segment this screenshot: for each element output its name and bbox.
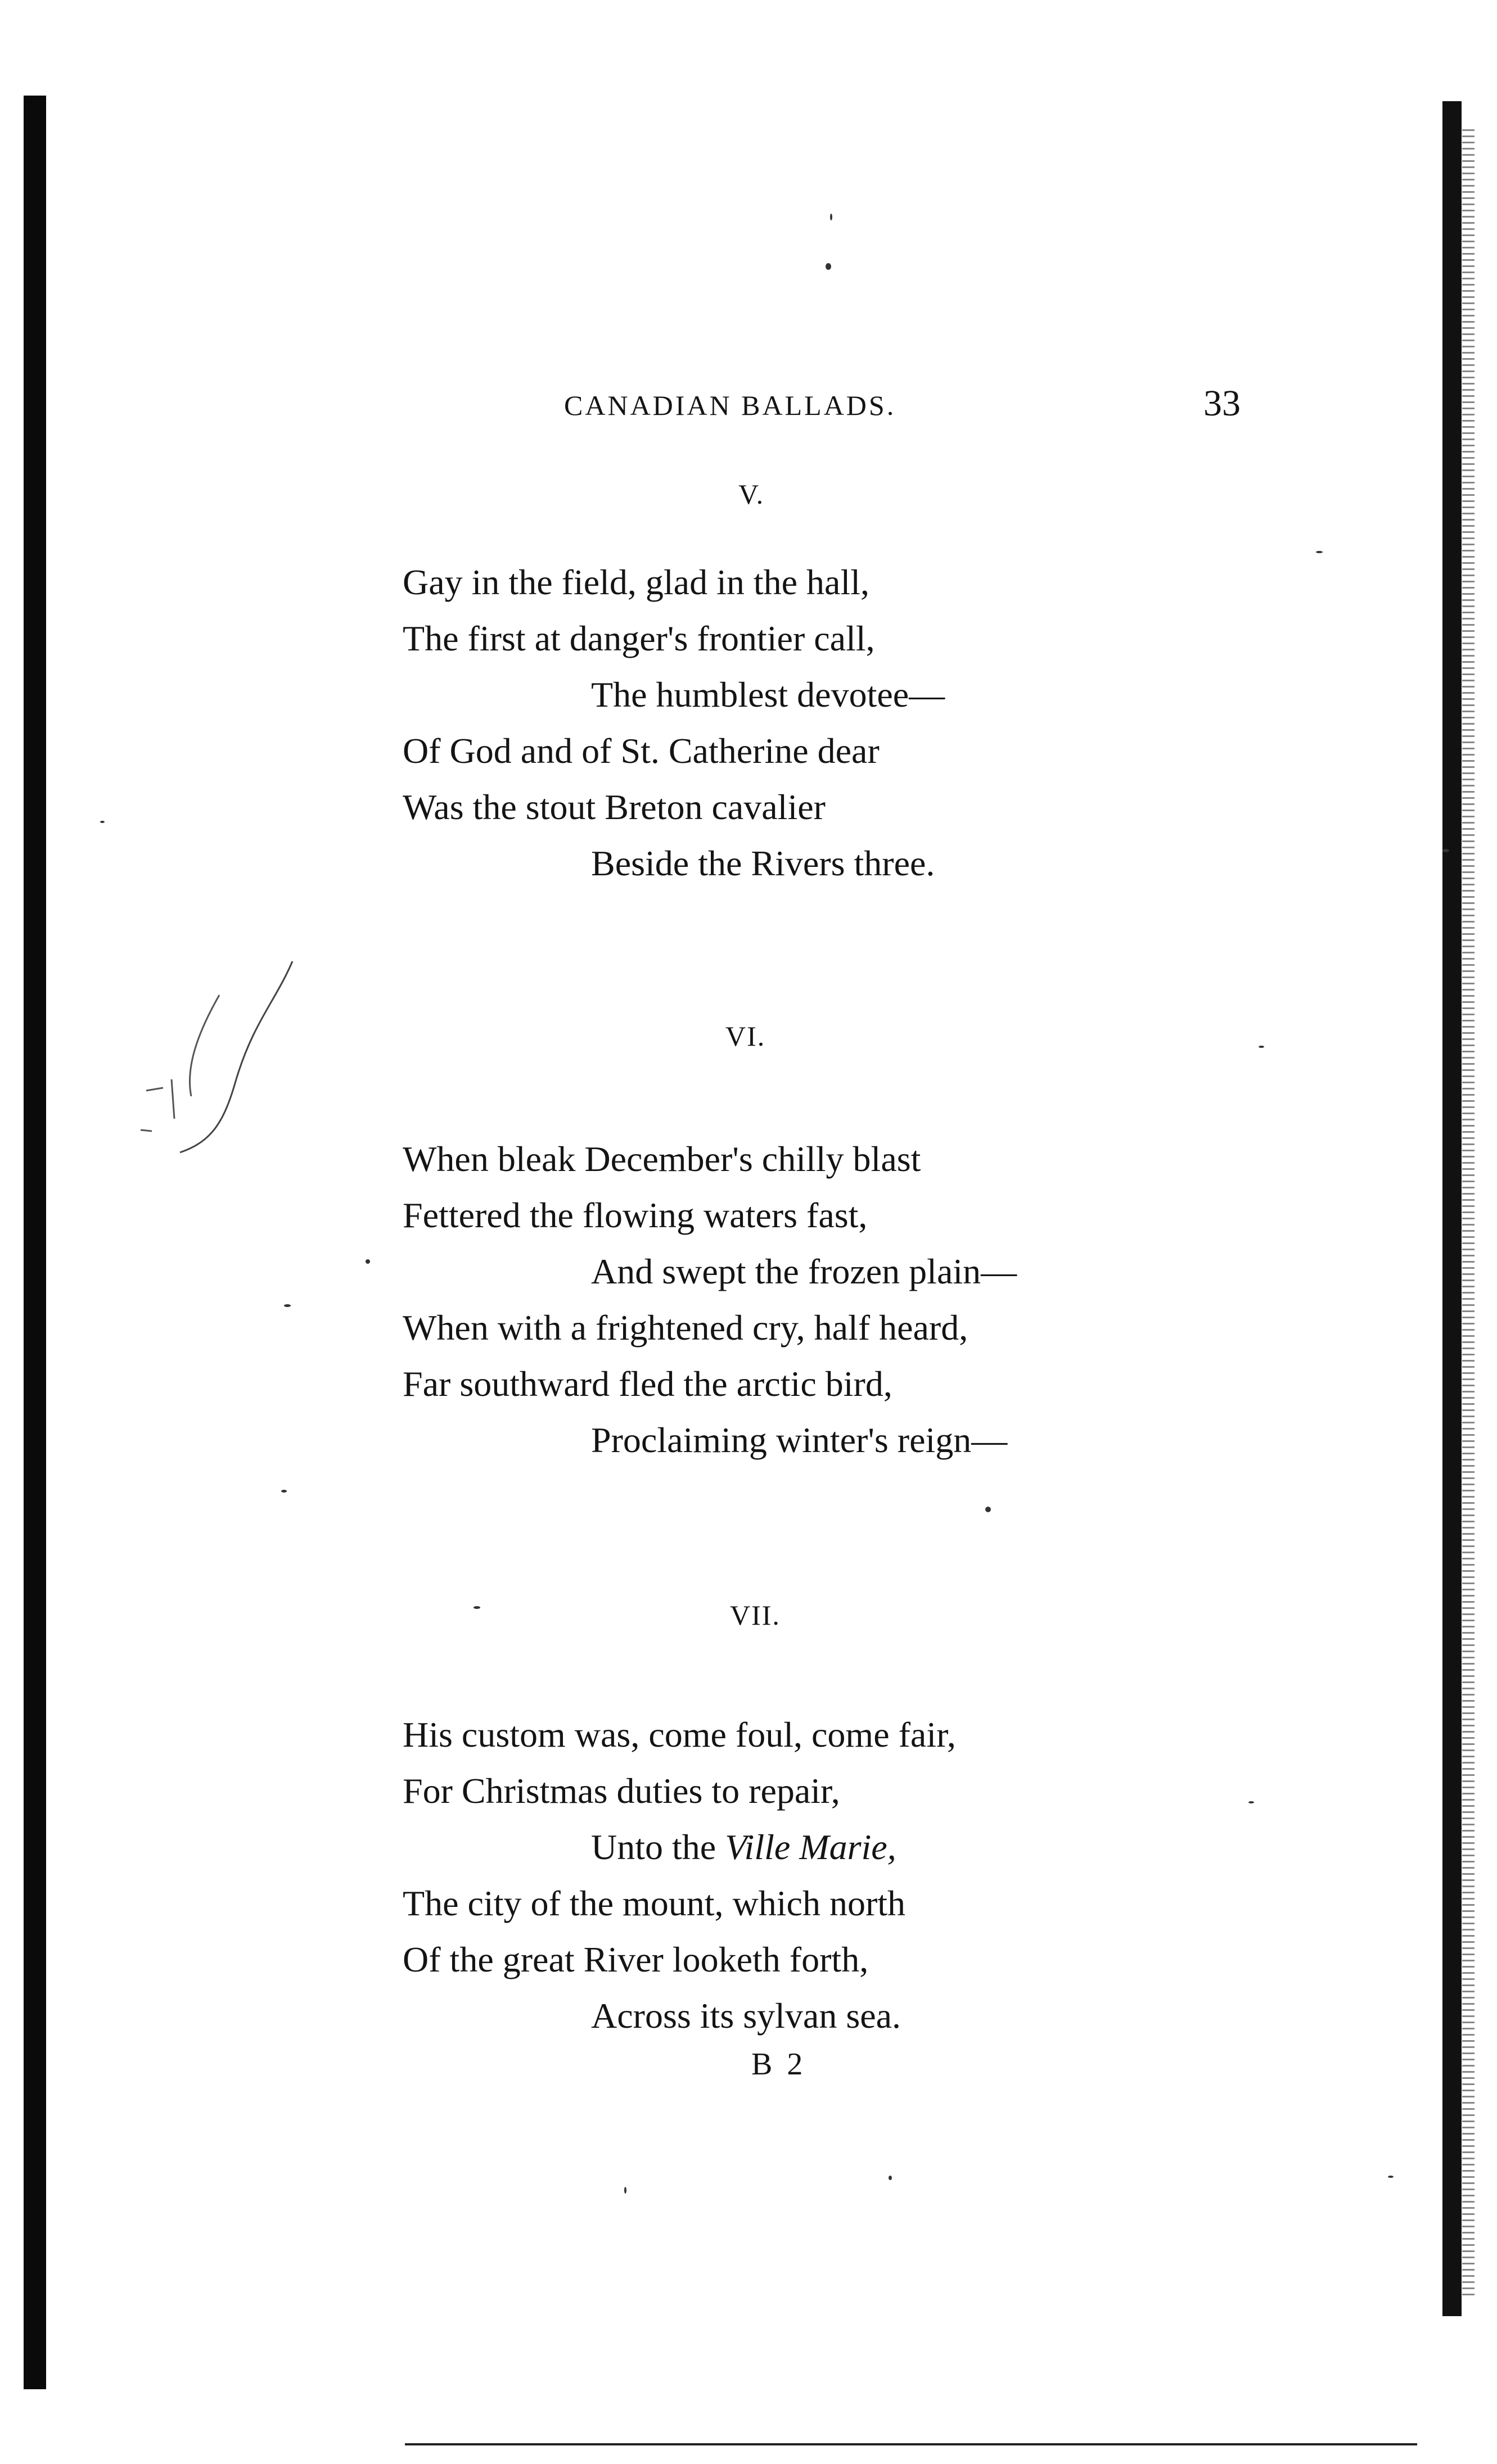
verse-line: The city of the mount, which north [403,1883,906,1923]
bottom-page-edge [405,2443,1417,2445]
left-binding-edge [24,96,46,2389]
stanza-number: V. [738,478,765,510]
signature-mark: B 2 [751,2047,806,2082]
stanza-vi [403,1131,1017,1468]
stanza-v [403,554,945,892]
stanza-vii [403,1707,956,2044]
verse-line-with-italic [403,1819,956,1875]
page-number: 33 [1203,383,1241,424]
pencil-annotation [129,950,309,1175]
verse-line: Was the stout Breton cavalier [403,787,826,827]
verse-line: Beside the Rivers three. [591,843,935,883]
verse-line: Proclaiming winter's reign— [591,1420,1008,1460]
right-binding-edge [1442,101,1462,2316]
verse-line: Far southward fled the arctic bird, [403,1364,892,1404]
italic-place-name: Ville Marie, [725,1827,896,1867]
verse-line: Of God and of St. Catherine dear [403,731,880,771]
verse-line: For Christmas duties to repair, [403,1771,840,1811]
running-head: CANADIAN BALLADS. [564,390,896,421]
verse-line: Across its sylvan sea. [591,1996,901,2036]
verse-line: The first at danger's frontier call, [403,618,875,658]
verse-line: And swept the frozen plain— [591,1251,1017,1291]
verse-line: His custom was, come foul, come fair, [403,1715,956,1755]
stanza-number: VII. [730,1599,781,1631]
verse-line: Fettered the flowing waters fast, [403,1195,868,1235]
verse-line: When bleak December's chilly blast [403,1139,921,1179]
verse-line: Gay in the field, glad in the hall, [403,562,869,602]
verse-line: Of the great River looketh forth, [403,1939,869,1979]
right-page-fringe [1462,129,1475,2299]
verse-line: When with a frightened cry, half heard, [403,1308,968,1348]
verse-line-text: Unto the [591,1827,716,1867]
verse-line: The humblest devotee— [591,675,945,715]
stanza-number: VI. [725,1020,766,1052]
